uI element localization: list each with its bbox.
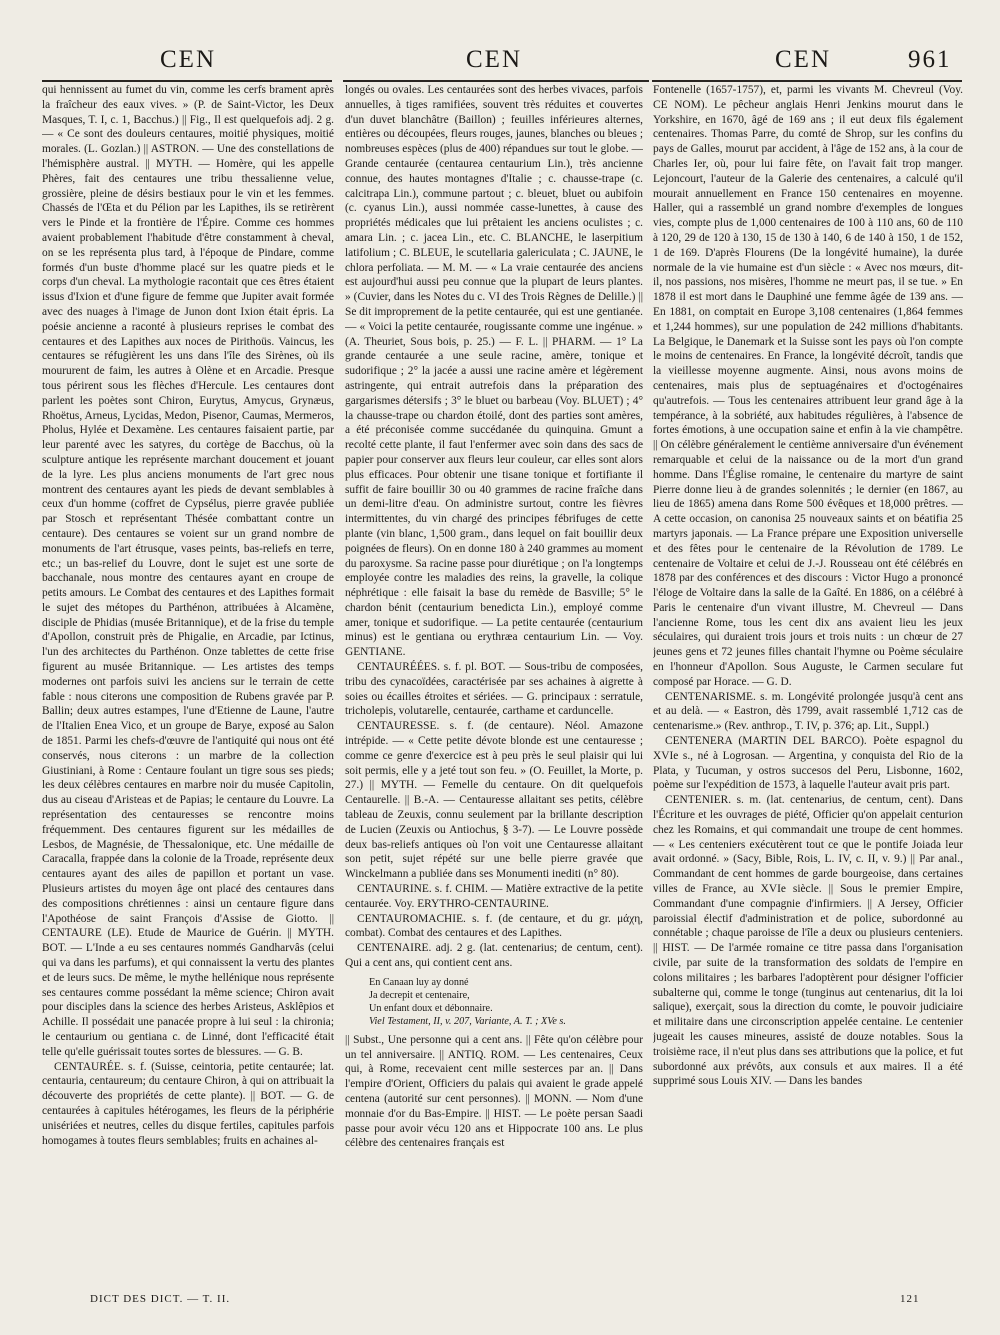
header-rule-left (42, 80, 332, 82)
running-header (0, 40, 1000, 80)
entry-centauresse: CENTAURESSE. s. f. (de centaure). Néol. Amazone intrépide. — « Cette petite dévote blonde est une centauresse ; comme ce genre d'exercice est à peu près le seul plaisir qui lui soit permis, elle y a jeté tout son feu. » (O. Feuillet, la Morte, p. 27.) || MYTH. — Femelle du centaure. On dit quelquefois Centaurelle. || B.-A. — Centauresse allaitant ses petits, célèbre tableau de Zeuxis, connu seulement par la brillante description de Lucien (Zeuxis ou Antiochus, § 3-7). — Le Louvre possède deux bas-reliefs antiques où l'on voit une Centauresse allaitant son petit, sujet répété sur une belle pierre gravée que Winckelmann a publiée dans ses Monumenti inediti (n° 80). (345, 720, 643, 881)
column-right-paragraph: Fontenelle (1657-1757), et, parmi les vivants M. Chevreul (Voy. CE NOM). Le pêcheur anglais Henri Jenkins mourut dans le Yorkshire, en 1670, âgé de 169 ans ; il eut deux fils également centenaires. Thomas Parre, du comté de Shrop, sur les confins du pays de Galles, mourut par accident, à l'âge de 152 ans, à la cour de Charles Ier, où, pour lui faire fête, on l'avait fait trop manger. Lejoncourt, l'auteur de la Galerie des centenaires, a calculé qu'il mourait annuellement en France 150 centenaires en moyenne. Haller, qui a rassemblé un grand nombre d'exemples de longues vies, compte plus de 1,000 centenaires de 100 à 110 ans, 60 de 110 à 120, 29 de 120 à 130, 15 de 130 à 140, 6 de 140 à 150, 1 de 152, 1 de 169. D'après Flourens (De la longévité humaine), la durée normale de la vie humaine est d'un siècle : « Avec nos mœurs, dit-il, nos passions, nos misères, l'homme ne meurt pas, il se tue. » En 1878 il est mort dans le Dauphiné une femme âgée de 139 ans. — En 1881, on comptait en Europe 3,108 centenaires (1,864 femmes et 1,244 hommes), sur une population de 242 millions d'habitants. La Belgique, le Danemark et la Suisse sont les pays où l'on compte le moins de centenaires. En France, la longévité décroît, tandis que la vieillesse moyenne augmente. Ainsi, nous avons moins de centenaires, mais plus de septuagénaires et d'octogénaires qu'autrefois. — Tous les centenaires attribuent leur grand âge à la tempérance, à la sobriété, aux habitudes régulières, à l'absence de fortes émotions, à une occupation saine et enfin à la vie champêtre. || On célèbre généralement le centième anniversaire d'un événement remarquable et celui de la naissance ou de la mort d'un grand homme. Dans l'Église romaine, le centenaire du martyre de saint Pierre donne lieu à de grandes solennités ; le dernier (en 1867, au lieu de 1865) amena dans Rome 500 évêques et 18,000 prêtres. — A cette occasion, on canonisa 25 nouveaux saints et on béatifia 25 martyrs japonais. — La France prépare une Exposition universelle et des fêtes pour le centenaire de la Révolution de 1789. Le centenaire de Voltaire et celui de J.-J. Rousseau ont été célébrés en 1878 par des conférences et des discours : Victor Hugo a prononcé l'éloge de Voltaire dans la salle de la Gaîté. En 1886, on a célébré à Paris le centenaire d'un vivant illustre, M. Chevreul — Dans l'ancienne Rome, tous les cent dix ans avaient lieu les jeux séculaires, qui duraient trois jours et trois nuits : un chœur de 27 jeunes gens et 72 jeunes filles chantait l'hymne ou Poème séculaire en l'honneur d'Apollon. Sous Auguste, le Carmen seculare fut composé par Horace. — G. D. (653, 84, 963, 688)
entry-centenarisme: CENTENARISME. s. m. Longévité prolongée jusqu'à cent ans et au delà. — « Eastron, dès 1799, avait rassemblé 1,712 cas de centenarisme.» (Rev. anthrop., T. IV, p. 376; ap. Lit., Suppl.) (653, 690, 963, 733)
entry-centenaire-continued: || Subst., Une personne qui a cent ans. || Fête qu'on célèbre pour un tel anniversaire. || ANTIQ. ROM. — Les centenaires, Ceux qui, à Rome, recevaient cent mille sesterces par an. || Dans l'empire d'Orient, Officiers du palais qui avaient le grade appelé centena (autorité sur cent personnes). || MONN. — Nom d'une monnaie d'or du Bas-Empire. || HIST. — Le poète persan Saadi passe pour avoir vécu 120 ans et Hippocrate 100 ans. Le plus célèbre des centenaires français est (345, 1033, 643, 1150)
verse-line: En Canaan luy ay donné (369, 976, 469, 988)
entry-centenaire: CENTENAIRE. adj. 2 g. (lat. centenarius; de centum, cent). Qui a cent ans, qui contient cent ans. (345, 942, 643, 970)
column-left-paragraph: qui hennissent au fumet du vin, comme les cerfs brament après la fraîcheur des eaux vives. » (P. de Saint-Victor, les Deux Masques, T. I, c. 1, Bacchus.) || Fig., Il est quelquefois adj. 2 g. — « Ce sont des douleurs centaures, moitié physiques, moitié morales. (L. Gozlan.) || ASTRON. — Une des constellations de l'hémisphère austral. || MYTH. — Homère, qui les appelle Phères, fait des centaures une tribu thessalienne velue, grossière, pleine de désirs bestiaux pour le vin et les femmes. Chassés de l'Œta et du Pélion par les Lapithes, ils se retirèrent vers le Pinde et la frontière de l'Épire. Comme ces hommes avaient probablement l'habitude d'être constamment à cheval, on se les représenta plus tard, à l'époque de Pindare, comme formés d'un buste d'homme placé sur les quatre pieds et le corps d'un cheval. La mythologie racontait que ces êtres étaient issus d'Ixion et d'une figure de femme que Jupiter avait formée avec des nuages à l'image de Junon dont Ixion était épris. La poésie ancienne a raconté à plusieurs reprises le combat des centaures et des Lapithes aux noces de Pirithoüs. Vaincus, les centaures se réfugièrent les uns dans l'île des Sirènes, où ils moururent de faim, les autres à Olène et en Arcadie. Presque tous périrent sous les flèches d'Hercule. Les centaures dont parlent les poètes sont Chiron, Eurytus, Amycus, Grynæus, Rhoëtus, Arneus, Lycidas, Medon, Pisenor, Caumas, Mermeros, Pholus, Hylée et Dexamène. Les centaures faisaient partie, par leur parenté avec les satyres, du cortège de Bacchus, où la sculpture antique les représente marchant doucement et jouant de la lyre. Les plus anciens monuments de l'art grec nous montrent des centaures ayant les pieds de devant semblables à ceux d'un homme (coffret de Cypsélus, pierre gravée publiée par Stosch et représentant Thésée combattant contre un centaure). Des centaures se voient sur un grand nombre de monuments de l'art étrusque, vases peints, bas-reliefs en terre, etc.; un bas-relief du Louvre, dont le sujet est une sorte de bacchanale, nous montre des centaures ayant en croupe de petits amours. Le Combat des centaures et des Lapithes formait le sujet des métopes du Parthénon, attribuées à Alcamène, disciple de Phidias (musée Britannique), et de la frise du temple d'Apollon, construit près de Phigalie, en Arcadie, par Ictinus, l'un des architectes du Parthénon. Onze tablettes de cette frise figurent au musée Britannique. — Les artistes des temps modernes ont parfois suivi les anciens sur le terrain de cette fable : nous citerons une composition de Rubens gravée par P. Ballin; deux autres estampes, l'une d'Etienne de Laune, l'autre de l'Italien Enea Vico, et un groupe de Barye, exposé au Salon de 1851. Parmi les chefs-d'œuvre de l'antiquité qui nous ont été conservés, nous citerons : un marbre de la collection Giustiniani, à Rome : Centaure foulant un tigre sous ses pieds; les deux célèbres centaures en marbre noir du musée Capitolin, dus au ciseau d'Aristeas et de Papias; le centaure du Louvre. La représentation des centauresses se rencontre moins fréquemment. Des centaures figurent sur les médailles de Lesbos, de Magnésie, de Thessalonique, etc. Une médaille de Caracalla, frappée dans la colonie de la Troade, représente deux centaures ayant des ailes de papillon et portant un vase. Plusieurs artistes du moyen âge ont placé des centaures dans des compositions chrétiennes : ainsi un centaure figure dans l'Apothéose de saint François d'Assise de Giotto. || CENTAURE (LE). Etude de Maurice de Guérin. || MYTH. BOT. — L'Inde a eu ses centaures nommés Gandharvâs (celui qui va dans les parfums), et qui connaissent la vertu des plantes et de leurs sucs. De même, le mythe hellénique nous représente ses centaures comme possédant la même science; Chiron avait pour disciples dans la science des herbes Aristeus, Asklêpios et Achille. Il possédait une panacée propre à lui seul : la chironia; le centaurium ou gentiana c. de Linné, dont l'efficacité était telle qu'elle guérissait toutes sortes de blessures. — G. B. (42, 84, 334, 1058)
verse-line: Un enfant doux et débonnaire. (369, 1002, 493, 1014)
header-rule-center (343, 80, 649, 82)
entry-centenier: CENTENIER. s. m. (lat. centenarius, de centum, cent). Dans l'Écriture et les ouvrages de piété, Officier qu'on appelait centurion chez les Romains, et qui commandait une troupe de cent hommes. — « Les centeniers exécutèrent tout ce que le pontife Joiada leur avait ordonné. » (Sacy, Bible, Rois, L. IV, c. II, v. 9.) || Par anal., Commandant de cent hommes de garde bourgeoise, dans certaines villes de France, au XVIe siècle. || Sous le premier Empire, Commandant d'une compagnie d'infirmiers. || A Jersey, Officier paroissial électif d'administration et de police, subordonné au connétable ; chaque paroisse de l'île a deux ou plusieurs centeniers. || HIST. — De l'armée romaine ce titre passa dans l'organisation civile, par suite de la transformation des soldats de l'empire en colons militaires ; les barbares l'adoptèrent pour désigner l'officier subalterne qui, comme le tonge (tunginus aut centenarius, dit la loi salique), exerçait, sous la direction du comte, le pouvoir judiciaire et militaire dans une circonscription appelée centaine. Le centenier jugeait les causes mineures, assisté de douze notables. Sous la troisième race, il n'eut plus dans ses attributions que la police, et fut subordonné aux prévôts, aux consuls et aux maires. Il a été supprimé sous Louis XIV. — Dans les bandes (653, 794, 963, 1088)
entry-centaureees: CENTAURÉÉES. s. f. pl. BOT. — Sous-tribu de composées, tribu des cynacoïdées, caractérisée par ses achaines à aigrette à soies ou écailles étroites et sériées. — G. principaux : serratule, tricholepis, volutarelle, centaurée, carthame et carduncelle. (345, 661, 643, 718)
entry-centaurine: CENTAURINE. s. f. CHIM. — Matière extractive de la petite centaurée. Voy. ERYTHRO-CENTAURINE. (345, 883, 643, 910)
header-rule-right (652, 80, 962, 82)
verse-citation: Viel Testament, II, v. 207, Variante, A. T. ; XVe s. (369, 1015, 566, 1027)
footer-signature: DICT DES DICT. — T. II. (90, 1293, 231, 1305)
page-footer (0, 1293, 1000, 1315)
footer-sheet-number: 121 (900, 1293, 920, 1305)
header-left-word: CEN (160, 46, 216, 73)
entry-centauree: CENTAURÉE. s. f. (Suisse, ceintoria, petite centaurée; lat. centauria, centaureum; du centaure Chiron, à qui on attribuait la découverte des propriétés de cette plante). || BOT. — G. de centaurées à capitules hétérogames, les fleurs de la périphérie unisériées et neutres, celles du disque fertiles, capitules parfois homogames à toutes fleurs semblables; fruits en achaines al- (42, 1060, 334, 1147)
column-right (653, 83, 963, 1276)
verse-quotation (369, 976, 643, 1028)
header-right-word: CEN (775, 46, 831, 73)
verse-line: Ja decrepit et centenaire, (369, 989, 470, 1001)
header-center-word: CEN (466, 46, 522, 73)
column-center (345, 83, 643, 1276)
entry-centauromachie: CENTAUROMACHIE. s. f. (de centaure, et du gr. μάχη, combat). Combat des centaures et des Lapithes. (345, 912, 643, 940)
entry-centenera: CENTENERA (MARTIN DEL BARCO). Poète espagnol du XVIe s., né à Logrosan. — Argentina, y conquista del Rio de la Plata, y Tucuman, y ostros succesos del Peru, Lisbonne, 1602, poème sur l'expédition de 1573, à laquelle l'auteur avait pris part. (653, 735, 963, 792)
page-number: 961 (908, 46, 952, 73)
column-center-paragraph: longés ou ovales. Les centaurées sont des herbes vivaces, parfois annuelles, à tiges ramifiées, souvent très réduites et couvertes d'un duvet blanchâtre (Baillon) ; feuilles inférieures alternes, entières ou découpées, fleurs rouges, jaunes, blanches ou bleues ; nombreuses espèces (plus de 400) répandues sur tout le globe. — Grande centaurée (centaurea centaurium Lin.), très ancienne connue, des hautes montagnes d'Italie ; c. chausse-trape (c. calcitrapa Lin.), commune partout ; c. bleuet, bluet ou aubifoin (c. cyanus Lin.), aussi nommée casse-lunettes, à cause des propriétés médicales que lui prêtaient les anciens oculistes ; c. amara Lin. ; c. jacea Lin., etc. C. BLANCHE, le laserpitium latifolium ; C. BLEUE, le scutellaria galericulata ; C. JAUNE, le chlora perfoliata. — M. M. — « La vraie centaurée des anciens est aujourd'hui aussi peu connue que la plupart de leurs plantes. » (Cuvier, dans les Notes du c. VI des Trois Règnes de Delille.) || Se dit improprement de la petite centaurée, qui est une gentianée. — « Voici la petite centaurée, rougissante comme une ingénue. » (A. Theuriet, Sous bois, p. 25.) — F. L. || PHARM. — 1° La grande centaurée a une seule racine, amère, tonique et sudorifique ; 2° la jacée a aussi une racine amère et légèrement astringente, qui entrait autrefois dans la préparation des gargarismes détersifs ; 3° le bluet ou barbeau (Voy. BLUET) ; 4° la chausse-trape ou chardon étoilé, dont des parties sont amères, a été préconisée comme succédanée du quinquina. Gmunt a recolté cette plante, il faut l'enfermer avec soin dans des sacs de papier pour conserver aux fleurs leur couleur, car elles sont alors plus efficaces. Pour obtenir une tisane tonique et fortifiante il suffit de faire bouillir 30 ou 40 grammes de racine fraîche dans un demi-litre d'eau. On administre surtout, contre les fièvres intermittentes, du vin chargé des principes fébrifuges de cette plante (vin blanc, 1,500 gram., dans lequel on fait bouillir deux poignées de fleurs). On en donne 180 à 240 grammes au moment du paroxysme. Sa racine passe pour diurétique ; on l'a longtemps employée contre les maladies des reins, la gravelle, la colique néphrétique : elle faisait la base du remède de Basville; 5° le chardon bénit (centaurium benedicta Lin.), employé comme amer, tonique et sudorifique. — La petite centaurée (centaurium minus) est le gentiana ou erythræa centaurium Lin. — Voy. GENTIANE. (345, 84, 643, 659)
column-left (42, 83, 334, 1276)
